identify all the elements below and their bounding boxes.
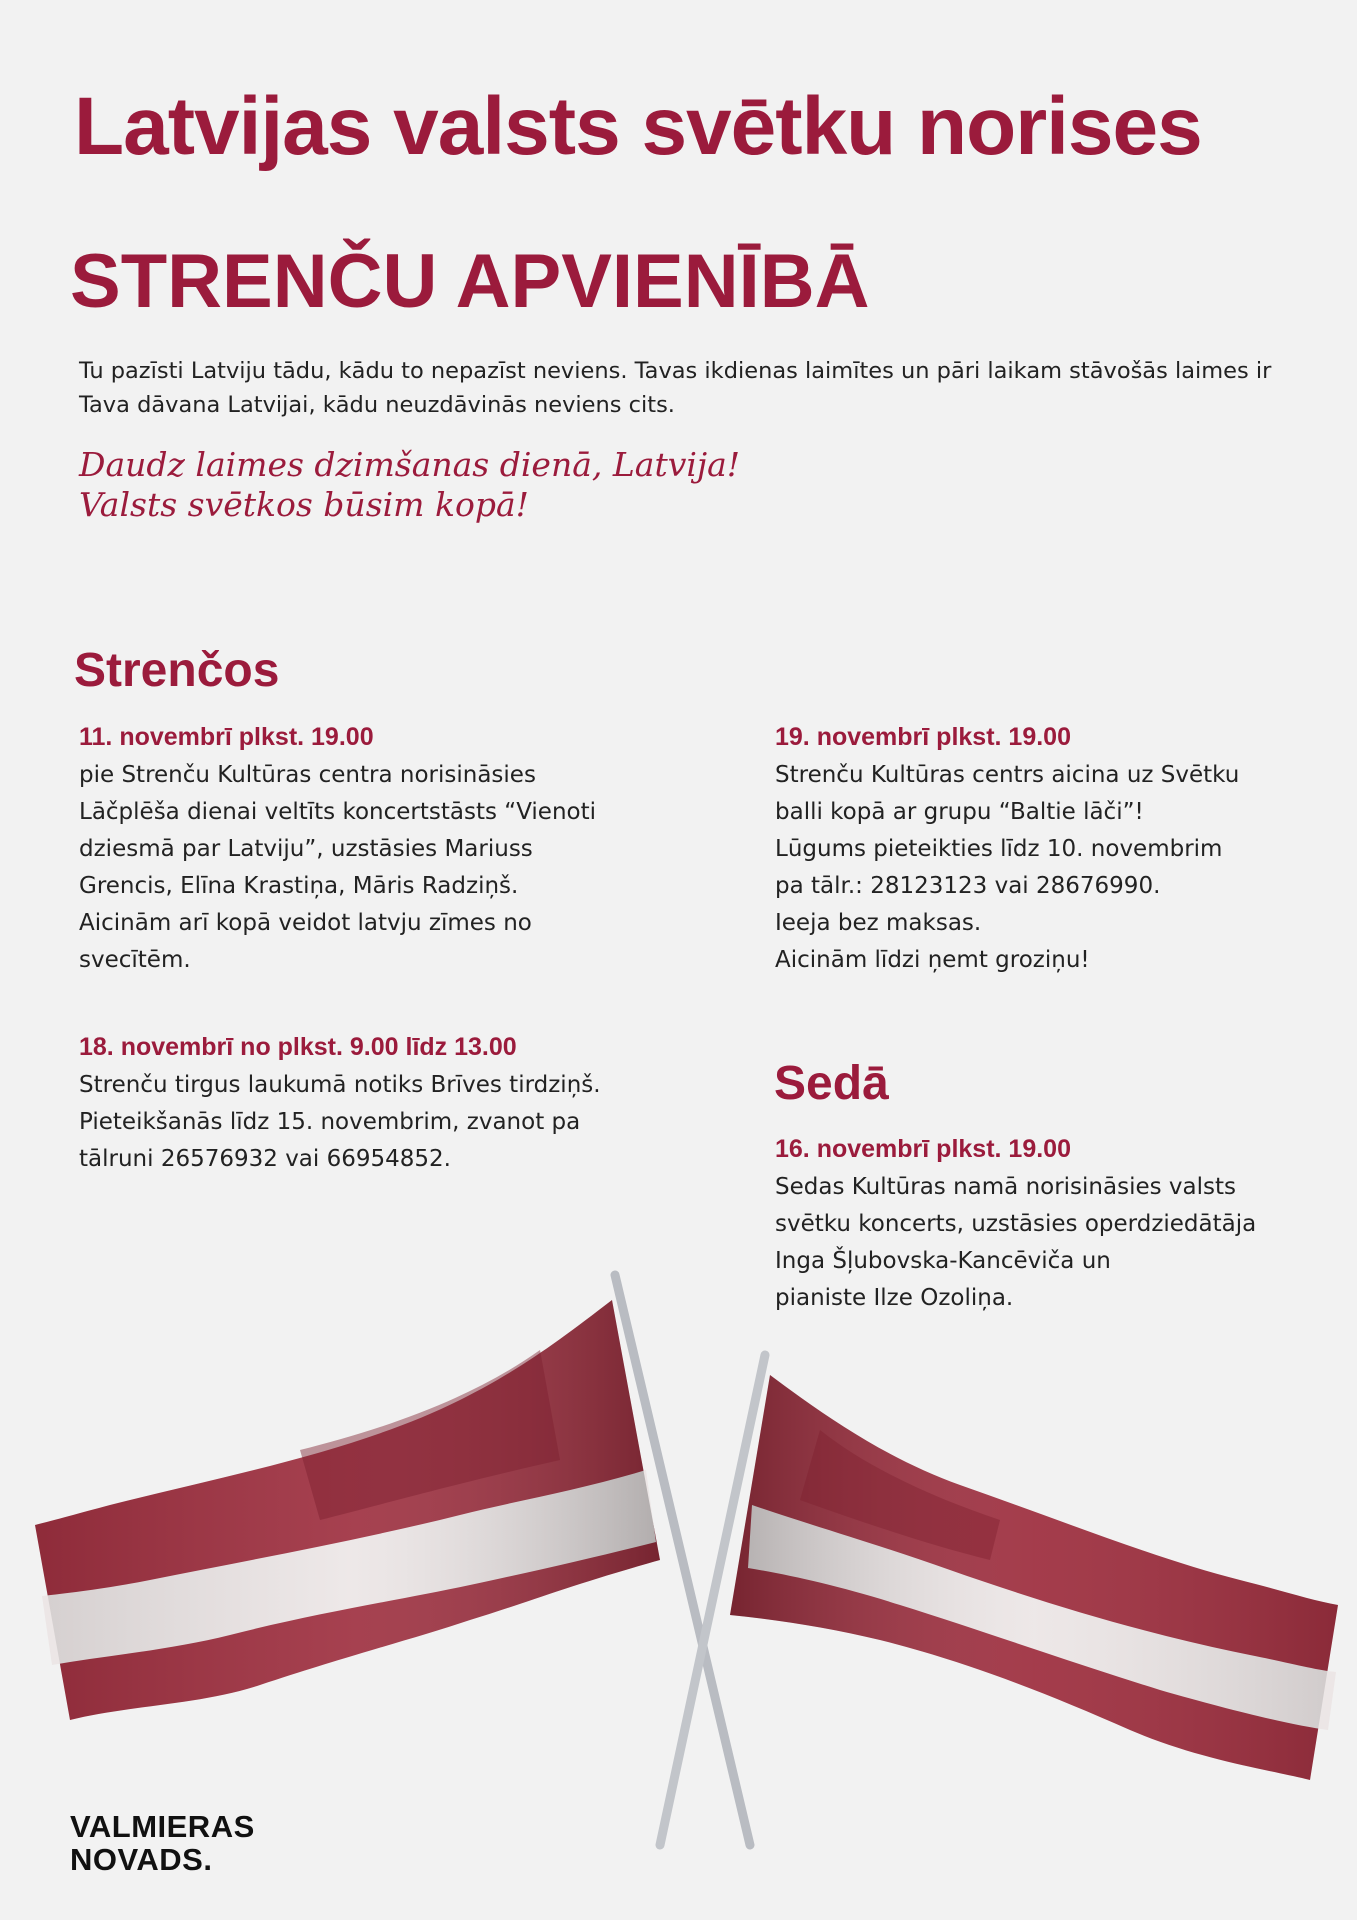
event-line: Inga Šļubovska-Kancēviča un (775, 1248, 1111, 1274)
intro-text: Tu pazīsti Latviju tādu, kādu to nepazīst neviens. Tavas ikdienas laimītes un pāri laikam stāvošās laimes ir Tava dāvana Latvijai, kādu neuzdāvinās neviens cits. (79, 358, 1272, 418)
event-line: pa tālr.: 28123123 vai 28676990. (775, 873, 1161, 899)
event-line: Ieeja bez maksas. (775, 910, 982, 936)
event-line: Lāčplēša dienai veltīts koncertstāsts “Vienoti (79, 799, 597, 825)
event-line: Pieteikšanās līdz 15. novembrim, zvanot pa (79, 1109, 581, 1135)
greeting (79, 445, 1179, 525)
event-date: 19. novembrī plkst. 19.00 (775, 723, 1071, 751)
event-line: Aicinām arī kopā veidot latvju zīmes no (79, 910, 532, 936)
valmieras-novads-logo (70, 1810, 255, 1876)
greeting-line: Daudz laimes dzimšanas dienā, Latvija! (79, 445, 741, 484)
event-line: pianiste Ilze Ozoliņa. (775, 1285, 1014, 1311)
latvian-flags-image (0, 1260, 1357, 1860)
event-line: Grencis, Elīna Krastiņa, Māris Radziņš. (79, 873, 519, 899)
page-title: Latvijas valsts svētku norises (74, 81, 1202, 172)
event-line: svecītēm. (79, 947, 191, 973)
section-title-seda: Sedā (774, 1057, 889, 1110)
logo-line: VALMIERAS (70, 1809, 255, 1844)
event-line: Strenču Kultūras centrs aicina uz Svētku (775, 762, 1240, 788)
event-line: tālruni 26576932 vai 66954852. (79, 1146, 451, 1172)
page-subtitle: STRENČU APVIENĪBĀ (70, 239, 870, 324)
event-date: 11. novembrī plkst. 19.00 (79, 723, 374, 751)
greeting-line: Valsts svētkos būsim kopā! (79, 485, 529, 524)
event-line: Aicinām līdzi ņemt groziņu! (775, 947, 1090, 973)
event-line: pie Strenču Kultūras centra norisināsies (79, 762, 536, 788)
event-line: dziesmā par Latviju”, uzstāsies Mariuss (79, 836, 533, 862)
event-line: Strenču tirgus laukumā notiks Brīves tirdziņš. (79, 1072, 601, 1098)
section-title-strencos: Strenčos (74, 644, 280, 697)
event-11-november (79, 722, 639, 979)
event-19-november (775, 722, 1335, 979)
event-date: 18. novembrī no plkst. 9.00 līdz 13.00 (79, 1033, 517, 1061)
event-line: Lūgums pieteikties līdz 10. novembrim (775, 836, 1223, 862)
logo-line: NOVADS. (70, 1842, 213, 1877)
event-line: balli kopā ar grupu “Baltie lāči”! (775, 799, 1144, 825)
event-18-november (79, 1032, 639, 1178)
left-flag (35, 1300, 660, 1720)
event-date: 16. novembrī plkst. 19.00 (775, 1135, 1071, 1163)
right-flag (730, 1375, 1338, 1780)
event-line: Sedas Kultūras namā norisināsies valsts (775, 1174, 1236, 1200)
event-line: svētku koncerts, uzstāsies operdziedātāja (775, 1211, 1257, 1237)
